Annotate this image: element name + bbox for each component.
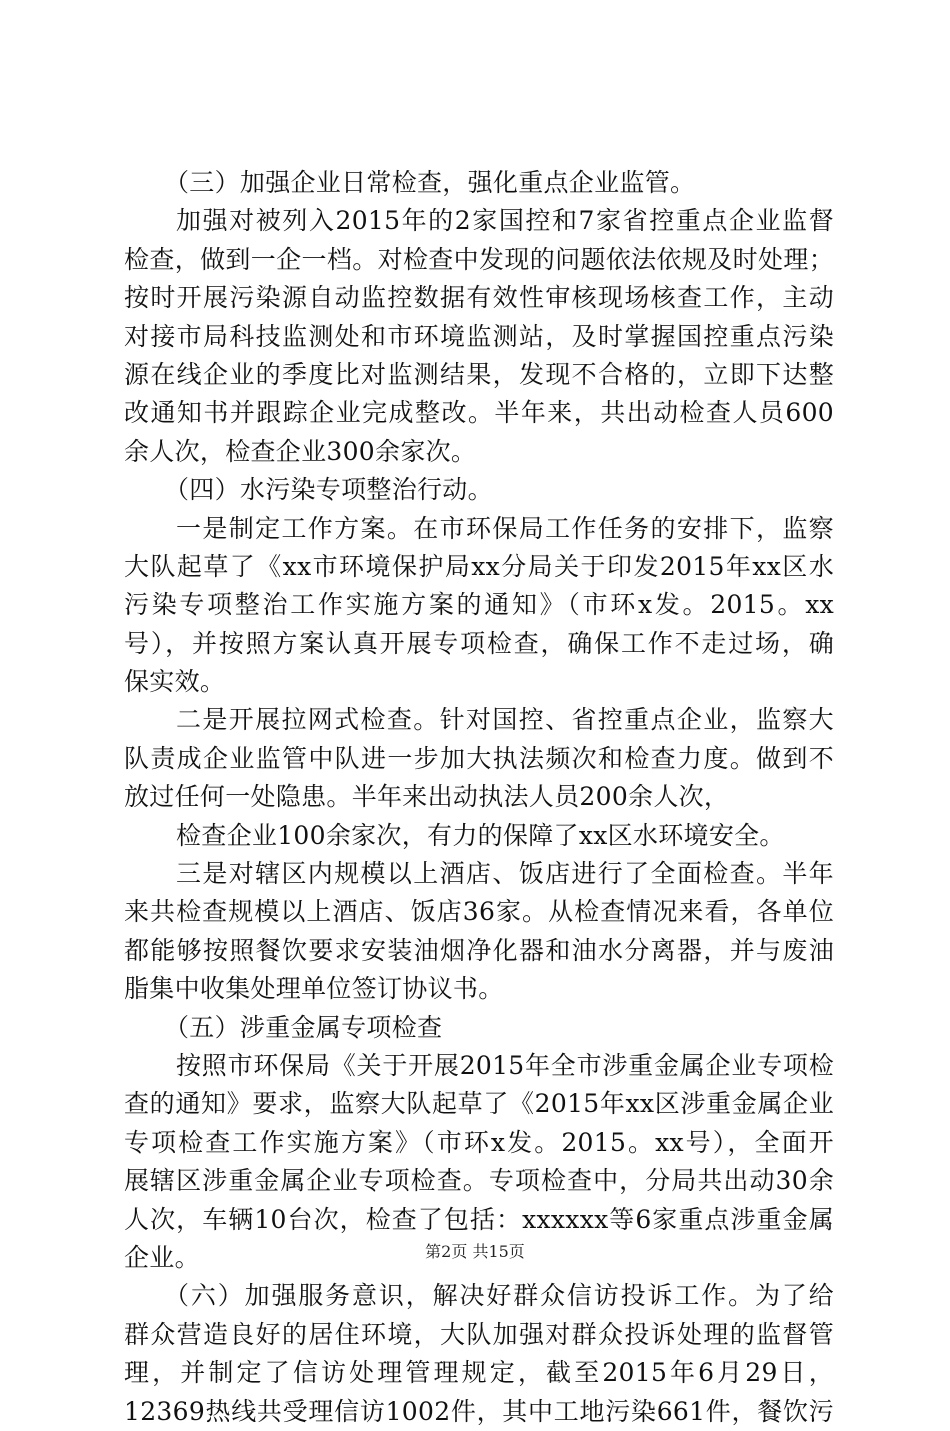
paragraph-line: 群众营造良好的居住环境，大队加强对群众投诉处理的监督管: [124, 1319, 834, 1349]
paragraph-line: 保实效。: [124, 667, 226, 697]
paragraph-line: 加强对被列入2015年的2家国控和7家省控重点企业监督: [176, 206, 834, 236]
paragraph-line: 源在线企业的季度比对监测结果，发现不合格的，立即下达整: [124, 359, 834, 389]
paragraph-line: 大队起草了《xx市环境保护局xx分局关于印发2015年xx区水: [124, 551, 834, 581]
paragraph-line: 污染专项整治工作实施方案的通知》（市环x发。2015。xx: [124, 590, 834, 620]
paragraph-line: 12369热线共受理信访1002件，其中工地污染661件，餐饮污: [124, 1396, 834, 1426]
paragraph-line: 都能够按照餐饮要求安装油烟净化器和油水分离器，并与废油: [124, 935, 834, 965]
paragraph-line: 查的通知》要求，监察大队起草了《2015年xx区涉重金属企业: [124, 1089, 834, 1119]
paragraph-line: 放过任何一处隐患。半年来出动执法人员200余人次，: [124, 782, 730, 812]
paragraph-line: 企业。: [124, 1242, 200, 1272]
paragraph-line: 专项检查工作实施方案》（市环x发。2015。xx号），全面开: [124, 1127, 834, 1157]
document-body: [124, 164, 834, 1431]
paragraph-line: 检查企业100余家次，有力的保障了xx区水环境安全。: [176, 820, 785, 850]
section-heading-6: （六）加强服务意识，解决好群众信访投诉工作。为了给: [164, 1281, 834, 1311]
paragraph-line: 按时开展污染源自动监控数据有效性审核现场核查工作，主动: [124, 283, 834, 313]
paragraph-line: 一是制定工作方案。在市环保局工作任务的安排下，监察: [176, 513, 834, 543]
paragraph-line: 人次，车辆10台次，检查了包括：xxxxxx等6家重点涉重金属: [124, 1204, 834, 1234]
paragraph-line: 改通知书并跟踪企业完成整改。半年来，共出动检查人员600: [124, 398, 834, 428]
page-number: 第2页 共15页: [425, 1242, 525, 1261]
paragraph-line: 余人次，检查企业300余家次。: [124, 436, 477, 466]
paragraph-line: 按照市环保局《关于开展2015年全市涉重金属企业专项检: [176, 1050, 834, 1080]
section-heading-4: （四）水污染专项整治行动。: [164, 475, 493, 505]
paragraph-line: 二是开展拉网式检查。针对国控、省控重点企业，监察大: [176, 705, 834, 735]
paragraph-line: 理，并制定了信访处理管理规定，截至2015年6月29日，: [124, 1358, 834, 1388]
paragraph-line: 三是对辖区内规模以上酒店、饭店进行了全面检查。半年: [176, 859, 834, 889]
paragraph-line: 来共检查规模以上酒店、饭店36家。从检查情况来看，各单位: [124, 897, 834, 927]
section-heading-3: （三）加强企业日常检查，强化重点企业监管。: [164, 168, 696, 197]
paragraph-line: 队责成企业监管中队进一步加大执法频次和检查力度。做到不: [124, 743, 834, 773]
section-heading-5: （五）涉重金属专项检查: [164, 1012, 443, 1042]
paragraph-line: 号），并按照方案认真开展专项检查，确保工作不走过场，确: [124, 628, 834, 658]
paragraph-line: 检查，做到一企一档。对检查中发现的问题依法依规及时处理；: [124, 244, 834, 274]
paragraph-line: 对接市局科技监测处和市环境监测站，及时掌握国控重点污染: [124, 321, 834, 351]
paragraph-line: 脂集中收集处理单位签订协议书。: [124, 974, 504, 1004]
paragraph-line: 展辖区涉重金属企业专项检查。专项检查中，分局共出动30余: [124, 1166, 834, 1196]
